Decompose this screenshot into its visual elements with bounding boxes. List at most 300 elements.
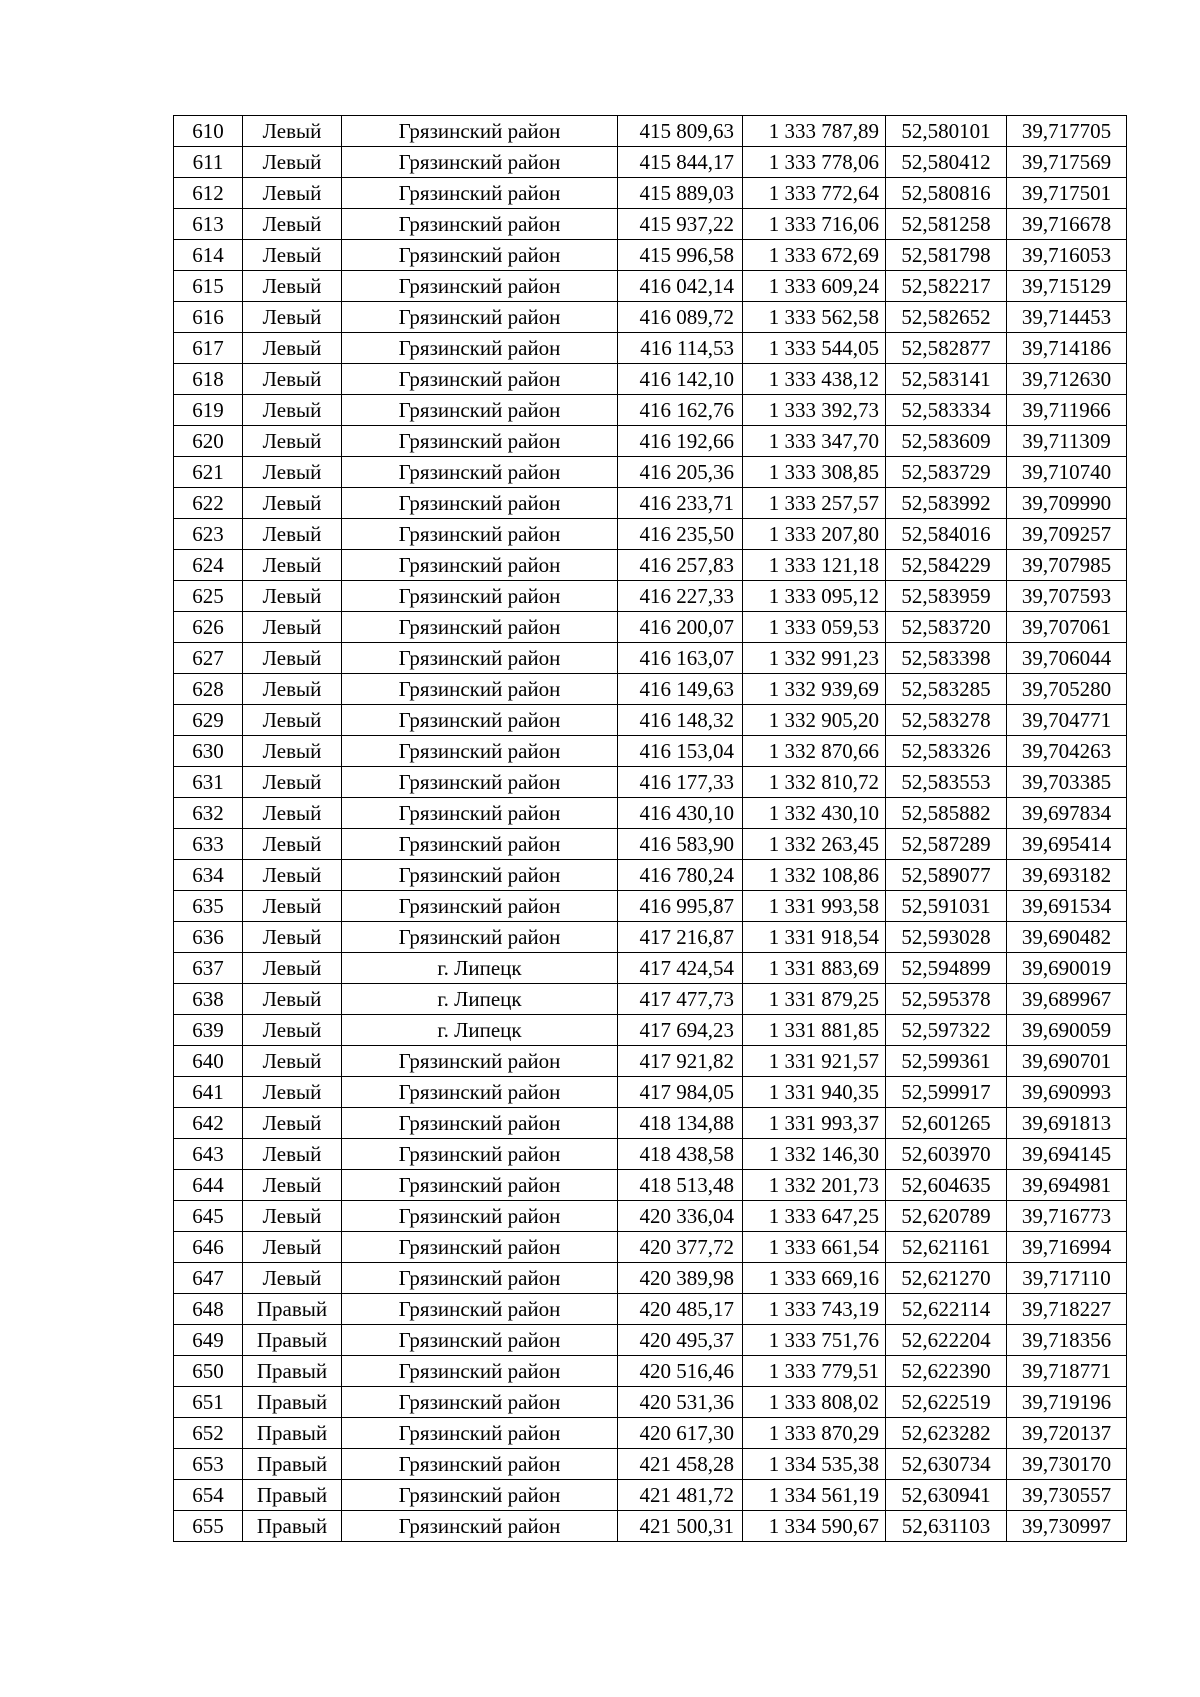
x-coordinate-cell: 420 495,37: [618, 1325, 743, 1356]
table-row: [174, 1480, 1127, 1511]
y-coordinate-cell: 1 331 883,69: [743, 953, 886, 984]
table-row: [174, 457, 1127, 488]
table-row: [174, 364, 1127, 395]
side-cell: Левый: [243, 1232, 342, 1263]
point-number-cell: 611: [174, 147, 243, 178]
district-cell: Грязинский район: [342, 1294, 618, 1325]
table-row: [174, 209, 1127, 240]
side-cell: Левый: [243, 1108, 342, 1139]
latitude-cell: 52,595378: [886, 984, 1007, 1015]
x-coordinate-cell: 416 163,07: [618, 643, 743, 674]
latitude-cell: 52,621270: [886, 1263, 1007, 1294]
latitude-cell: 52,599917: [886, 1077, 1007, 1108]
side-cell: Левый: [243, 1201, 342, 1232]
table-row: [174, 1511, 1127, 1542]
longitude-cell: 39,707985: [1007, 550, 1127, 581]
point-number-cell: 610: [174, 116, 243, 147]
latitude-cell: 52,622519: [886, 1387, 1007, 1418]
latitude-cell: 52,580816: [886, 178, 1007, 209]
longitude-cell: 39,719196: [1007, 1387, 1127, 1418]
x-coordinate-cell: 416 177,33: [618, 767, 743, 798]
longitude-cell: 39,710740: [1007, 457, 1127, 488]
latitude-cell: 52,599361: [886, 1046, 1007, 1077]
district-cell: Грязинский район: [342, 395, 618, 426]
x-coordinate-cell: 416 200,07: [618, 612, 743, 643]
longitude-cell: 39,717705: [1007, 116, 1127, 147]
table-row: [174, 271, 1127, 302]
x-coordinate-cell: 416 114,53: [618, 333, 743, 364]
longitude-cell: 39,690482: [1007, 922, 1127, 953]
coordinates-table: [173, 115, 1127, 1542]
table-row: [174, 1449, 1127, 1480]
point-number-cell: 642: [174, 1108, 243, 1139]
district-cell: Грязинский район: [342, 1232, 618, 1263]
side-cell: Левый: [243, 674, 342, 705]
x-coordinate-cell: 420 485,17: [618, 1294, 743, 1325]
y-coordinate-cell: 1 331 881,85: [743, 1015, 886, 1046]
latitude-cell: 52,580101: [886, 116, 1007, 147]
longitude-cell: 39,730557: [1007, 1480, 1127, 1511]
x-coordinate-cell: 420 531,36: [618, 1387, 743, 1418]
x-coordinate-cell: 416 153,04: [618, 736, 743, 767]
point-number-cell: 618: [174, 364, 243, 395]
point-number-cell: 650: [174, 1356, 243, 1387]
y-coordinate-cell: 1 333 257,57: [743, 488, 886, 519]
point-number-cell: 624: [174, 550, 243, 581]
side-cell: Левый: [243, 953, 342, 984]
side-cell: Левый: [243, 488, 342, 519]
latitude-cell: 52,603970: [886, 1139, 1007, 1170]
side-cell: Правый: [243, 1418, 342, 1449]
table-row: [174, 674, 1127, 705]
y-coordinate-cell: 1 333 661,54: [743, 1232, 886, 1263]
table-row: [174, 395, 1127, 426]
district-cell: Грязинский район: [342, 364, 618, 395]
table-row: [174, 1046, 1127, 1077]
point-number-cell: 640: [174, 1046, 243, 1077]
table-row: [174, 1387, 1127, 1418]
longitude-cell: 39,693182: [1007, 860, 1127, 891]
y-coordinate-cell: 1 333 716,06: [743, 209, 886, 240]
latitude-cell: 52,583553: [886, 767, 1007, 798]
y-coordinate-cell: 1 332 939,69: [743, 674, 886, 705]
side-cell: Левый: [243, 860, 342, 891]
point-number-cell: 626: [174, 612, 243, 643]
district-cell: Грязинский район: [342, 922, 618, 953]
latitude-cell: 52,594899: [886, 953, 1007, 984]
x-coordinate-cell: 418 134,88: [618, 1108, 743, 1139]
y-coordinate-cell: 1 333 779,51: [743, 1356, 886, 1387]
table-row: [174, 1263, 1127, 1294]
latitude-cell: 52,583285: [886, 674, 1007, 705]
latitude-cell: 52,622114: [886, 1294, 1007, 1325]
latitude-cell: 52,583278: [886, 705, 1007, 736]
side-cell: Левый: [243, 302, 342, 333]
y-coordinate-cell: 1 332 991,23: [743, 643, 886, 674]
table-row: [174, 1418, 1127, 1449]
table-row: [174, 550, 1127, 581]
district-cell: Грязинский район: [342, 767, 618, 798]
side-cell: Левый: [243, 147, 342, 178]
x-coordinate-cell: 421 481,72: [618, 1480, 743, 1511]
district-cell: Грязинский район: [342, 1046, 618, 1077]
y-coordinate-cell: 1 333 095,12: [743, 581, 886, 612]
point-number-cell: 613: [174, 209, 243, 240]
latitude-cell: 52,621161: [886, 1232, 1007, 1263]
side-cell: Левый: [243, 1263, 342, 1294]
x-coordinate-cell: 417 216,87: [618, 922, 743, 953]
longitude-cell: 39,690059: [1007, 1015, 1127, 1046]
y-coordinate-cell: 1 334 561,19: [743, 1480, 886, 1511]
latitude-cell: 52,583609: [886, 426, 1007, 457]
table-row: [174, 116, 1127, 147]
side-cell: Правый: [243, 1356, 342, 1387]
latitude-cell: 52,591031: [886, 891, 1007, 922]
district-cell: Грязинский район: [342, 1325, 618, 1356]
district-cell: Грязинский район: [342, 457, 618, 488]
district-cell: Грязинский район: [342, 1511, 618, 1542]
longitude-cell: 39,703385: [1007, 767, 1127, 798]
table-row: [174, 612, 1127, 643]
side-cell: Правый: [243, 1387, 342, 1418]
point-number-cell: 616: [174, 302, 243, 333]
district-cell: Грязинский район: [342, 1418, 618, 1449]
longitude-cell: 39,718227: [1007, 1294, 1127, 1325]
district-cell: Грязинский район: [342, 860, 618, 891]
side-cell: Левый: [243, 457, 342, 488]
longitude-cell: 39,711966: [1007, 395, 1127, 426]
longitude-cell: 39,709990: [1007, 488, 1127, 519]
longitude-cell: 39,704263: [1007, 736, 1127, 767]
x-coordinate-cell: 417 694,23: [618, 1015, 743, 1046]
side-cell: Левый: [243, 426, 342, 457]
x-coordinate-cell: 416 583,90: [618, 829, 743, 860]
longitude-cell: 39,717501: [1007, 178, 1127, 209]
district-cell: Грязинский район: [342, 1139, 618, 1170]
point-number-cell: 646: [174, 1232, 243, 1263]
y-coordinate-cell: 1 333 751,76: [743, 1325, 886, 1356]
longitude-cell: 39,714453: [1007, 302, 1127, 333]
point-number-cell: 632: [174, 798, 243, 829]
x-coordinate-cell: 421 500,31: [618, 1511, 743, 1542]
longitude-cell: 39,697834: [1007, 798, 1127, 829]
latitude-cell: 52,583992: [886, 488, 1007, 519]
longitude-cell: 39,711309: [1007, 426, 1127, 457]
point-number-cell: 636: [174, 922, 243, 953]
longitude-cell: 39,730997: [1007, 1511, 1127, 1542]
latitude-cell: 52,604635: [886, 1170, 1007, 1201]
table-row: [174, 302, 1127, 333]
y-coordinate-cell: 1 332 201,73: [743, 1170, 886, 1201]
district-cell: Грязинский район: [342, 1480, 618, 1511]
x-coordinate-cell: 415 889,03: [618, 178, 743, 209]
point-number-cell: 654: [174, 1480, 243, 1511]
district-cell: Грязинский район: [342, 1387, 618, 1418]
latitude-cell: 52,589077: [886, 860, 1007, 891]
side-cell: Правый: [243, 1325, 342, 1356]
side-cell: Левый: [243, 519, 342, 550]
table-row: [174, 705, 1127, 736]
longitude-cell: 39,718771: [1007, 1356, 1127, 1387]
y-coordinate-cell: 1 331 879,25: [743, 984, 886, 1015]
side-cell: Левый: [243, 550, 342, 581]
longitude-cell: 39,716053: [1007, 240, 1127, 271]
y-coordinate-cell: 1 333 392,73: [743, 395, 886, 426]
table-row: [174, 1325, 1127, 1356]
district-cell: Грязинский район: [342, 488, 618, 519]
district-cell: Грязинский район: [342, 891, 618, 922]
district-cell: г. Липецк: [342, 953, 618, 984]
point-number-cell: 628: [174, 674, 243, 705]
point-number-cell: 649: [174, 1325, 243, 1356]
x-coordinate-cell: 417 477,73: [618, 984, 743, 1015]
x-coordinate-cell: 416 235,50: [618, 519, 743, 550]
table-row: [174, 1108, 1127, 1139]
district-cell: Грязинский район: [342, 178, 618, 209]
point-number-cell: 625: [174, 581, 243, 612]
table-row: [174, 922, 1127, 953]
latitude-cell: 52,631103: [886, 1511, 1007, 1542]
point-number-cell: 620: [174, 426, 243, 457]
table-row: [174, 767, 1127, 798]
longitude-cell: 39,707593: [1007, 581, 1127, 612]
district-cell: Грязинский район: [342, 674, 618, 705]
point-number-cell: 647: [174, 1263, 243, 1294]
table-row: [174, 426, 1127, 457]
latitude-cell: 52,583326: [886, 736, 1007, 767]
point-number-cell: 629: [174, 705, 243, 736]
point-number-cell: 631: [174, 767, 243, 798]
table-row: [174, 798, 1127, 829]
longitude-cell: 39,704771: [1007, 705, 1127, 736]
side-cell: Левый: [243, 240, 342, 271]
x-coordinate-cell: 418 513,48: [618, 1170, 743, 1201]
side-cell: Правый: [243, 1294, 342, 1325]
point-number-cell: 615: [174, 271, 243, 302]
longitude-cell: 39,707061: [1007, 612, 1127, 643]
table-row: [174, 581, 1127, 612]
district-cell: Грязинский район: [342, 147, 618, 178]
y-coordinate-cell: 1 333 647,25: [743, 1201, 886, 1232]
table-row: [174, 953, 1127, 984]
longitude-cell: 39,690019: [1007, 953, 1127, 984]
y-coordinate-cell: 1 332 810,72: [743, 767, 886, 798]
point-number-cell: 641: [174, 1077, 243, 1108]
side-cell: Левый: [243, 984, 342, 1015]
latitude-cell: 52,593028: [886, 922, 1007, 953]
side-cell: Левый: [243, 364, 342, 395]
table-row: [174, 1356, 1127, 1387]
table-body: [174, 116, 1127, 1542]
latitude-cell: 52,622390: [886, 1356, 1007, 1387]
side-cell: Левый: [243, 1015, 342, 1046]
latitude-cell: 52,583334: [886, 395, 1007, 426]
x-coordinate-cell: 416 142,10: [618, 364, 743, 395]
latitude-cell: 52,581798: [886, 240, 1007, 271]
district-cell: г. Липецк: [342, 984, 618, 1015]
district-cell: Грязинский район: [342, 302, 618, 333]
table-row: [174, 1015, 1127, 1046]
y-coordinate-cell: 1 332 108,86: [743, 860, 886, 891]
point-number-cell: 651: [174, 1387, 243, 1418]
y-coordinate-cell: 1 333 562,58: [743, 302, 886, 333]
side-cell: Левый: [243, 1077, 342, 1108]
y-coordinate-cell: 1 333 544,05: [743, 333, 886, 364]
y-coordinate-cell: 1 333 672,69: [743, 240, 886, 271]
y-coordinate-cell: 1 333 787,89: [743, 116, 886, 147]
y-coordinate-cell: 1 331 993,37: [743, 1108, 886, 1139]
latitude-cell: 52,630941: [886, 1480, 1007, 1511]
district-cell: Грязинский район: [342, 612, 618, 643]
table-row: [174, 1232, 1127, 1263]
longitude-cell: 39,718356: [1007, 1325, 1127, 1356]
district-cell: Грязинский район: [342, 519, 618, 550]
longitude-cell: 39,715129: [1007, 271, 1127, 302]
district-cell: Грязинский район: [342, 1263, 618, 1294]
y-coordinate-cell: 1 333 308,85: [743, 457, 886, 488]
point-number-cell: 655: [174, 1511, 243, 1542]
table-row: [174, 891, 1127, 922]
side-cell: Левый: [243, 1046, 342, 1077]
district-cell: Грязинский район: [342, 736, 618, 767]
side-cell: Левый: [243, 767, 342, 798]
point-number-cell: 652: [174, 1418, 243, 1449]
y-coordinate-cell: 1 333 059,53: [743, 612, 886, 643]
x-coordinate-cell: 416 149,63: [618, 674, 743, 705]
x-coordinate-cell: 420 516,46: [618, 1356, 743, 1387]
district-cell: Грязинский район: [342, 333, 618, 364]
longitude-cell: 39,695414: [1007, 829, 1127, 860]
y-coordinate-cell: 1 333 609,24: [743, 271, 886, 302]
side-cell: Левый: [243, 798, 342, 829]
table-row: [174, 829, 1127, 860]
latitude-cell: 52,583729: [886, 457, 1007, 488]
side-cell: Левый: [243, 395, 342, 426]
district-cell: Грязинский район: [342, 829, 618, 860]
table-row: [174, 1294, 1127, 1325]
table-row: [174, 643, 1127, 674]
y-coordinate-cell: 1 334 535,38: [743, 1449, 886, 1480]
latitude-cell: 52,582217: [886, 271, 1007, 302]
x-coordinate-cell: 415 937,22: [618, 209, 743, 240]
side-cell: Левый: [243, 922, 342, 953]
point-number-cell: 634: [174, 860, 243, 891]
table-row: [174, 1170, 1127, 1201]
point-number-cell: 637: [174, 953, 243, 984]
point-number-cell: 645: [174, 1201, 243, 1232]
latitude-cell: 52,584016: [886, 519, 1007, 550]
point-number-cell: 614: [174, 240, 243, 271]
point-number-cell: 630: [174, 736, 243, 767]
latitude-cell: 52,597322: [886, 1015, 1007, 1046]
table-row: [174, 240, 1127, 271]
longitude-cell: 39,716994: [1007, 1232, 1127, 1263]
x-coordinate-cell: 417 984,05: [618, 1077, 743, 1108]
district-cell: Грязинский район: [342, 426, 618, 457]
y-coordinate-cell: 1 333 438,12: [743, 364, 886, 395]
x-coordinate-cell: 415 809,63: [618, 116, 743, 147]
x-coordinate-cell: 416 227,33: [618, 581, 743, 612]
point-number-cell: 643: [174, 1139, 243, 1170]
x-coordinate-cell: 416 205,36: [618, 457, 743, 488]
x-coordinate-cell: 420 377,72: [618, 1232, 743, 1263]
table-row: [174, 1201, 1127, 1232]
table-row: [174, 984, 1127, 1015]
longitude-cell: 39,689967: [1007, 984, 1127, 1015]
district-cell: Грязинский район: [342, 1077, 618, 1108]
point-number-cell: 623: [174, 519, 243, 550]
longitude-cell: 39,691534: [1007, 891, 1127, 922]
side-cell: Левый: [243, 1139, 342, 1170]
y-coordinate-cell: 1 332 263,45: [743, 829, 886, 860]
district-cell: Грязинский район: [342, 798, 618, 829]
longitude-cell: 39,709257: [1007, 519, 1127, 550]
district-cell: Грязинский район: [342, 581, 618, 612]
point-number-cell: 639: [174, 1015, 243, 1046]
point-number-cell: 627: [174, 643, 243, 674]
latitude-cell: 52,583720: [886, 612, 1007, 643]
point-number-cell: 648: [174, 1294, 243, 1325]
longitude-cell: 39,694145: [1007, 1139, 1127, 1170]
table-row: [174, 488, 1127, 519]
latitude-cell: 52,580412: [886, 147, 1007, 178]
x-coordinate-cell: 416 780,24: [618, 860, 743, 891]
x-coordinate-cell: 417 424,54: [618, 953, 743, 984]
table-row: [174, 333, 1127, 364]
point-number-cell: 635: [174, 891, 243, 922]
y-coordinate-cell: 1 333 778,06: [743, 147, 886, 178]
longitude-cell: 39,717569: [1007, 147, 1127, 178]
table-row: [174, 519, 1127, 550]
point-number-cell: 653: [174, 1449, 243, 1480]
point-number-cell: 633: [174, 829, 243, 860]
latitude-cell: 52,581258: [886, 209, 1007, 240]
longitude-cell: 39,716773: [1007, 1201, 1127, 1232]
district-cell: Грязинский район: [342, 1108, 618, 1139]
x-coordinate-cell: 420 617,30: [618, 1418, 743, 1449]
x-coordinate-cell: 416 192,66: [618, 426, 743, 457]
side-cell: Левый: [243, 271, 342, 302]
longitude-cell: 39,690993: [1007, 1077, 1127, 1108]
x-coordinate-cell: 416 257,83: [618, 550, 743, 581]
x-coordinate-cell: 420 389,98: [618, 1263, 743, 1294]
y-coordinate-cell: 1 334 590,67: [743, 1511, 886, 1542]
longitude-cell: 39,714186: [1007, 333, 1127, 364]
side-cell: Левый: [243, 116, 342, 147]
x-coordinate-cell: 420 336,04: [618, 1201, 743, 1232]
side-cell: Левый: [243, 736, 342, 767]
district-cell: Грязинский район: [342, 116, 618, 147]
x-coordinate-cell: 421 458,28: [618, 1449, 743, 1480]
longitude-cell: 39,694981: [1007, 1170, 1127, 1201]
y-coordinate-cell: 1 333 121,18: [743, 550, 886, 581]
side-cell: Левый: [243, 829, 342, 860]
longitude-cell: 39,717110: [1007, 1263, 1127, 1294]
latitude-cell: 52,630734: [886, 1449, 1007, 1480]
latitude-cell: 52,623282: [886, 1418, 1007, 1449]
side-cell: Левый: [243, 581, 342, 612]
y-coordinate-cell: 1 333 207,80: [743, 519, 886, 550]
point-number-cell: 644: [174, 1170, 243, 1201]
longitude-cell: 39,712630: [1007, 364, 1127, 395]
y-coordinate-cell: 1 331 918,54: [743, 922, 886, 953]
y-coordinate-cell: 1 331 940,35: [743, 1077, 886, 1108]
latitude-cell: 52,583141: [886, 364, 1007, 395]
side-cell: Левый: [243, 612, 342, 643]
point-number-cell: 617: [174, 333, 243, 364]
x-coordinate-cell: 416 042,14: [618, 271, 743, 302]
x-coordinate-cell: 418 438,58: [618, 1139, 743, 1170]
